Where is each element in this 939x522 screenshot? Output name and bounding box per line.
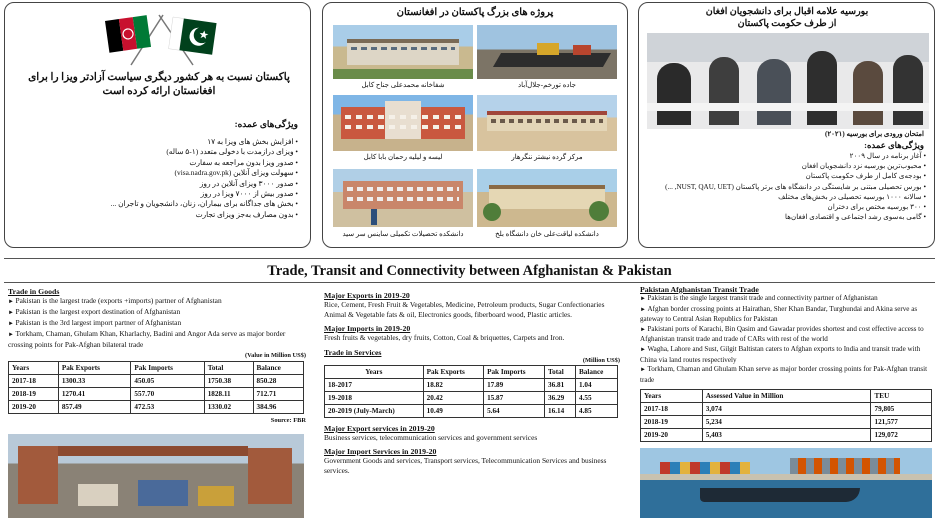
table-header-row: Years Pak Exports Pak Imports Total Balance xyxy=(325,366,618,379)
exports-imports-section xyxy=(324,291,620,476)
project-caption: لیسه و لیلیه رحمان بابا کابل xyxy=(363,153,443,161)
transit-table xyxy=(640,389,932,442)
trade-goods-heading: Trade in Goods xyxy=(8,287,60,296)
visa-title: پاکستان نسبت به هر کشور دیگری سیاست آزادتر ویزا را برای افغانستان ارائه کرده است xyxy=(28,72,290,97)
border-crossing-photo xyxy=(8,434,304,518)
list-item: • بدون مصارف به‌جز ویزای تجارت xyxy=(18,210,298,220)
list-item: • ۳۰۰ بورسیه مختص برای دختران xyxy=(644,202,926,212)
project-caption: مرکز گرده نیشتر ننگرهار xyxy=(511,153,583,161)
exam-hall-photo xyxy=(647,33,929,129)
faculty-photo xyxy=(477,169,617,227)
list-item: • سالانه ۱۰۰۰ بورسیه تحصیلی در بخش‌های مختلف xyxy=(644,192,926,202)
crossed-flags-icon xyxy=(101,11,221,67)
scholarship-photo-caption: امتحان ورودی برای بورسیه (۲۰۲۱) xyxy=(825,130,924,138)
list-item: ► Pakistan is the largest trade (exports +imports) partner of Afghanistan xyxy=(8,296,306,307)
unit-note: (Value in Million US$) xyxy=(244,352,306,359)
list-item: • صدور ویزا بدون مراجعه به سفارت xyxy=(18,158,298,168)
top-divider xyxy=(4,258,935,259)
list-item: ► Pakistan is the largest export destination of Afghanistan xyxy=(8,307,306,318)
major-exports-text: Rice, Cement, Fresh Fruit & Vegetables, Medicine, Petroleum products, Sugar Confectionaries Animal & Vegetable fats & oil, Electronics goods, fiberboard wood, Plastic articles. xyxy=(324,300,605,319)
project-caption: دانشکده لیاقت‌علی خان دانشگاه بلخ xyxy=(495,230,599,238)
kidney-center-photo xyxy=(477,95,617,151)
list-item: • بورس تحصیلی مبتنی بر شایستگی در دانشگاه های برتر پاکستان (NUST, QAU, UET, ...) xyxy=(644,182,926,192)
list-item: • ویزای درازمدت با دخولی متعدد (۱-۵ ساله) xyxy=(18,147,298,157)
table-row: 2019-20 5,403 129,072 xyxy=(641,429,932,442)
table-row: 19-2018 20.42 15.87 36.29 4.55 xyxy=(325,392,618,405)
road-construction-photo xyxy=(477,25,617,79)
list-item: • بودجه‌ی کامل از طرف حکومت پاکستان xyxy=(644,171,926,181)
science-faculty-photo xyxy=(333,169,473,227)
list-item: ► Pakistan is the single largest transit trade and connectivity partner of Afghanistan xyxy=(640,294,934,305)
list-item: ► Pakistani ports of Karachi, Bin Qasim and Gawadar provides shortest and cost effective access to Afghanistan transit trade and trade of CARs with rest of the world xyxy=(640,325,934,345)
list-item: • صدور بیش از ۷۰۰۰ ویزا در روز xyxy=(18,189,298,199)
table-row: 18-2017 18.82 17.89 36.81 1.04 xyxy=(325,379,618,392)
trade-goods-bullets xyxy=(8,296,306,350)
table-row: 2017-18 1300.33 450.05 1750.38 850.28 xyxy=(9,375,304,388)
hospital-photo xyxy=(333,25,473,79)
list-item: • سهولت ویزای آنلاین (visa.nadra.gov.pk) xyxy=(18,168,298,178)
scholarship-features-list xyxy=(644,151,926,222)
table-row: 2019-20 857.49 472.53 1330.02 384.96 xyxy=(9,401,304,414)
list-item: • افزایش بخش های ویزا به ۱۷ xyxy=(18,137,298,147)
trade-goods-table xyxy=(8,361,304,414)
title-divider xyxy=(4,282,935,283)
major-imports-heading: Major Imports in 2019-20 xyxy=(324,324,411,333)
project-caption: شفاخانه محمدعلی جناح کابل xyxy=(361,81,445,89)
projects-title: پروژه های بزرگ پاکستان در افغانستان xyxy=(396,7,554,18)
projects-panel xyxy=(322,2,628,248)
table-row: 2018-19 1270.41 557.70 1828.11 712.71 xyxy=(9,388,304,401)
table-row: 20-2019 (July-March) 10.49 5.64 16.14 4.85 xyxy=(325,405,618,418)
list-item: ► Afghan border crossing points at Hairathan, Sher Khan Bandar, Turghundai and Akina serve as gateway to Central Asian Republics for Pakistan xyxy=(640,305,934,325)
major-imports-text: Fresh fruits & vegetables, dry fruits, Cotton, Coal & briquettes, Carpets and Iron. xyxy=(324,333,565,342)
list-item: • آغاز برنامه در سال ۲۰۰۹ xyxy=(644,151,926,161)
list-item: • صدور ۳۰۰۰ ویزای آنلاین در روز xyxy=(18,179,298,189)
import-services-heading: Major Import Services in 2019-20 xyxy=(324,447,437,456)
trade-services-table xyxy=(324,365,618,418)
trade-goods-section xyxy=(8,287,306,424)
major-exports-heading: Major Exports in 2019-20 xyxy=(324,291,410,300)
page-title: Trade, Transit and Connectivity between Afghanistan & Pakistan xyxy=(267,263,672,279)
visa-features-heading: ویژگی‌های عمده: xyxy=(234,119,298,129)
transit-bullets xyxy=(640,294,934,385)
list-item: ► Pakistan is the 3rd largest import partner of Afghanistan xyxy=(8,318,306,329)
table-header-row: Years Assessed Value in Million TEU xyxy=(641,390,932,403)
scholarship-title: بورسیه علامه اقبال برای دانشجویان افغان از طرف حکومت پاکستان xyxy=(705,7,869,29)
table-row: 2017-18 3,074 79,805 xyxy=(641,403,932,416)
project-caption: جاده تورخم-جلال‌آباد xyxy=(518,81,576,89)
visa-policy-panel xyxy=(4,2,311,248)
list-item: • گامی به‌سوی رشد اجتماعی و اقتصادی افغان‌ها xyxy=(644,212,926,222)
port-photo xyxy=(640,448,932,518)
list-item: ► Torkham, Chaman and Ghulam Khan serve as major border crossing points for Pak-Afghan transit trade xyxy=(640,365,934,385)
scholarship-panel xyxy=(638,2,935,248)
scholarship-features-heading: ویژگی‌های عمده: xyxy=(864,140,924,150)
list-item: ► Wagha, Lahore and Sust, Gilgit Baltistan caters to Afghan exports to India and transit trade with China via land routes respectively xyxy=(640,345,934,365)
table-header-row: Years Pak Exports Pak Imports Total Balance xyxy=(9,362,304,375)
list-item: • محبوب‌ترین بورسیه نزد دانشجویان افغان xyxy=(644,161,926,171)
source-note: Source: FBR xyxy=(270,417,306,424)
visa-features-list xyxy=(18,137,298,220)
trade-services-heading: Trade in Services xyxy=(324,348,382,357)
services-unit-note: (Million US$) xyxy=(582,357,620,364)
list-item: ► Torkham, Chaman, Ghulam Khan, Kharlachy, Badini and Angor Ada serve as major border crossing points for Pak-Afghan bilateral trade xyxy=(8,329,306,350)
export-services-text: Business services, telecommunication services and government services xyxy=(324,433,538,442)
table-row: 2018-19 5,234 121,577 xyxy=(641,416,932,429)
project-caption: دانشکده تحصیلات تکمیلی ساینس سر سید xyxy=(342,230,464,238)
transit-trade-section xyxy=(640,285,934,442)
school-photo xyxy=(333,95,473,151)
import-services-text: Government Goods and services, Transport services, Telecommunication Services and business services. xyxy=(324,456,607,475)
transit-heading: Pakistan Afghanistan Transit Trade xyxy=(640,285,759,294)
export-services-heading: Major Export services in 2019-20 xyxy=(324,424,435,433)
list-item: • بخش های جداگانه برای بیماران، زنان، دانشجویان و تاجران ... xyxy=(18,199,298,209)
